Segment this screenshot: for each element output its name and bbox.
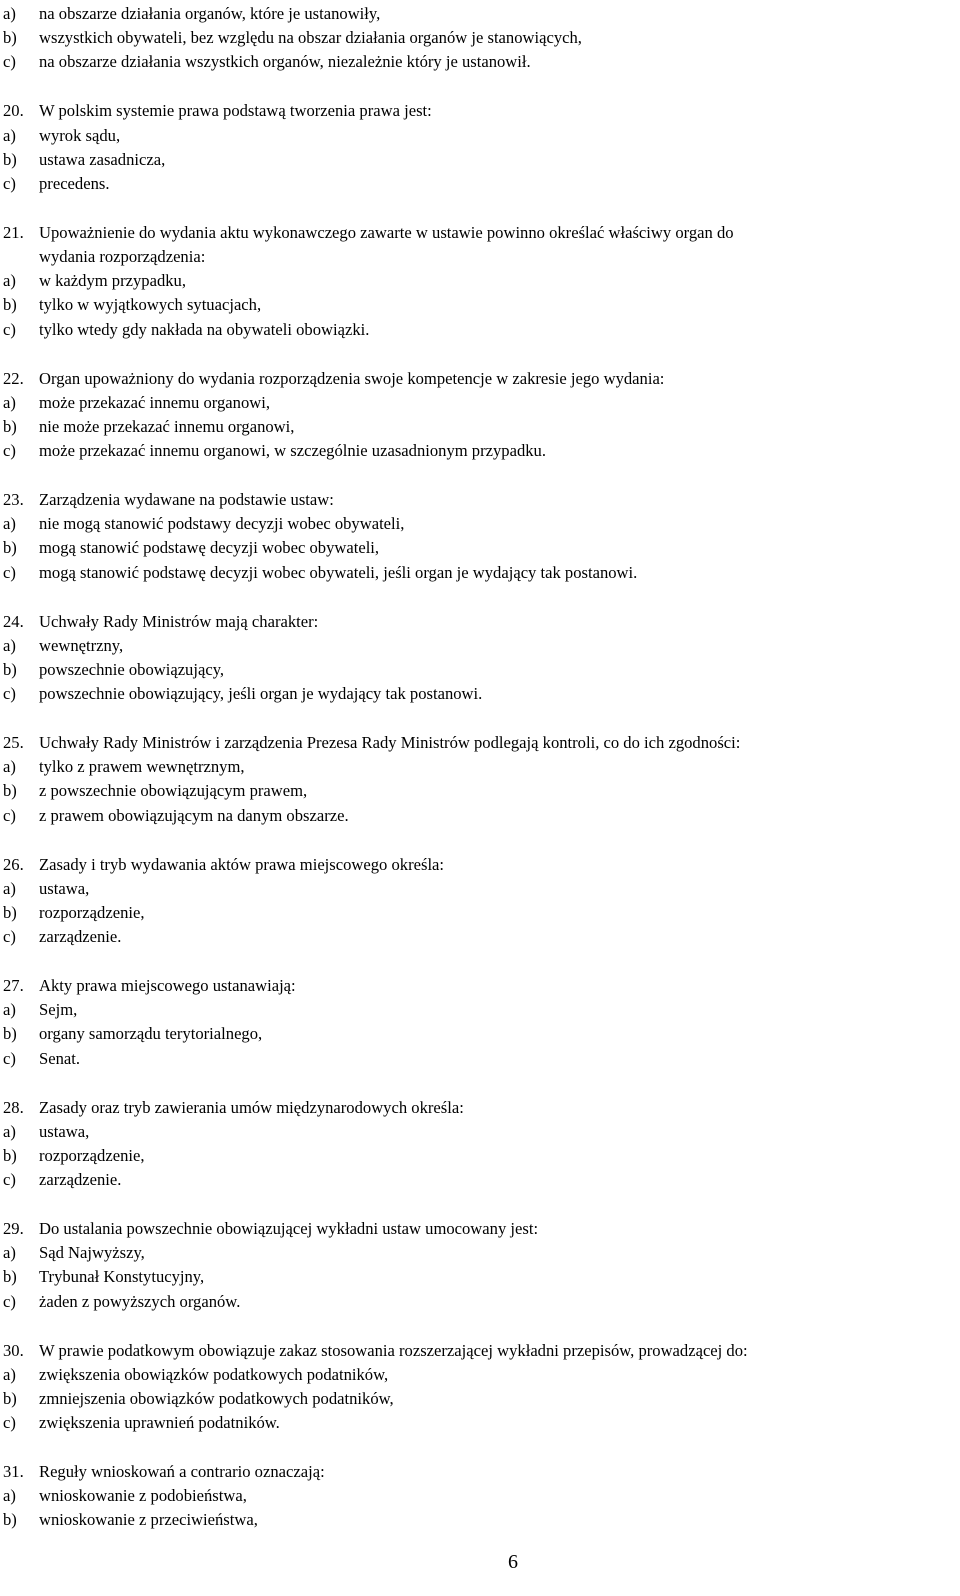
question-line (3, 1096, 953, 1120)
option-text: wyrok sądu, (39, 125, 121, 145)
question-line (3, 99, 953, 123)
question-31 (3, 1460, 953, 1533)
option-line (3, 1411, 953, 1435)
option-label: a) (3, 635, 16, 655)
option-line (3, 561, 953, 585)
option-text: precedens. (39, 173, 110, 193)
option-label: c) (3, 562, 16, 582)
option-text: ustawa, (39, 878, 90, 898)
option-label: a) (3, 757, 16, 777)
option-line (3, 1047, 953, 1071)
option-line (3, 1508, 953, 1532)
question-text: Uchwały Rady Ministrów i zarządzenia Prezesa Rady Ministrów podlegają kontroli, co do ich zgodności: (39, 733, 741, 752)
option-label: b) (3, 538, 17, 558)
option-text: organy samorządu terytorialnego, (39, 1024, 263, 1044)
option-text: zwiększenia uprawnień podatników. (39, 1413, 280, 1433)
question-number: 25. (3, 733, 24, 752)
option-line (3, 998, 953, 1022)
option-label: c) (3, 1170, 16, 1190)
option-text: wnioskowanie z przeciwieństwa, (39, 1510, 258, 1530)
question-line (3, 1339, 953, 1363)
option-line (3, 877, 953, 901)
option-text: mogą stanowić podstawę decyzji wobec obywateli, jeśli organ je wydający tak postanowi. (39, 562, 638, 582)
option-text: wewnętrzny, (39, 635, 124, 655)
option-text: zmniejszenia obowiązków podatkowych podatników, (39, 1388, 394, 1408)
option-text: z prawem obowiązującym na danym obszarze. (39, 805, 349, 825)
question-text: Organ upoważniony do wydania rozporządzenia swoje kompetencje w zakresie jego wydania: (39, 368, 665, 388)
question-number: 21. (3, 222, 24, 242)
option-line (3, 658, 953, 682)
option-text: rozporządzenie, (39, 902, 145, 922)
option-line (3, 634, 953, 658)
option-label: c) (3, 52, 16, 72)
option-line (3, 318, 953, 342)
option-line (3, 779, 953, 803)
option-line (3, 293, 953, 317)
question-number: 28. (3, 1097, 24, 1117)
question-number: 29. (3, 1219, 24, 1238)
question-line (3, 1217, 953, 1241)
option-text: może przekazać innemu organowi, (39, 392, 270, 412)
option-text: tylko wtedy gdy nakłada na obywateli obowiązki. (39, 319, 370, 339)
option-text: nie może przekazać innemu organowi, (39, 416, 295, 436)
question-number: 22. (3, 368, 24, 388)
question-27 (3, 974, 953, 1071)
question-line (3, 731, 953, 755)
option-label: c) (3, 319, 16, 339)
option-line (3, 804, 953, 828)
question-number: 30. (3, 1340, 24, 1360)
option-line (3, 512, 953, 536)
question-text: Zasady oraz tryb zawierania umów międzynarodowych określa: (39, 1097, 464, 1117)
option-line (3, 755, 953, 779)
intro-options (3, 2, 953, 75)
option-label: b) (3, 1388, 17, 1408)
option-label: b) (3, 659, 17, 679)
question-line (3, 221, 953, 245)
option-label: a) (3, 125, 16, 145)
question-line (3, 1460, 953, 1484)
question-text: Upoważnienie do wydania aktu wykonawczego zawarte w ustawie powinno określać właściwy organ do (39, 222, 734, 242)
option-label: a) (3, 1000, 16, 1020)
question-number: 27. (3, 976, 24, 995)
question-text: W polskim systemie prawa podstawą tworzenia prawa jest: (39, 101, 432, 121)
option-line (3, 439, 953, 463)
question-number: 20. (3, 101, 24, 121)
option-text: tylko w wyjątkowych sytuacjach, (39, 295, 262, 315)
question-text: Do ustalania powszechnie obowiązującej wykładni ustaw umocowany jest: (39, 1219, 539, 1238)
question-number: 31. (3, 1462, 24, 1481)
option-text: nie mogą stanowić podstawy decyzji wobec obywateli, (39, 514, 405, 534)
option-text: wnioskowanie z podobieństwa, (39, 1486, 247, 1506)
question-24 (3, 610, 953, 707)
option-line (3, 925, 953, 949)
option-text: ustawa, (39, 1121, 90, 1141)
option-label: a) (3, 1486, 16, 1506)
question-21 (3, 221, 953, 342)
option-text: Sąd Najwyższy, (39, 1243, 145, 1263)
option-text: zwiększenia obowiązków podatkowych podatników, (39, 1364, 389, 1384)
option-text: z powszechnie obowiązującym prawem, (39, 781, 308, 801)
option-text: zarządzenie. (39, 927, 122, 947)
question-number: 23. (3, 490, 24, 509)
option-text: żaden z powyższych organów. (39, 1291, 241, 1311)
option-label: a) (3, 1243, 16, 1263)
question-30 (3, 1339, 953, 1436)
page-number: 6 (508, 1551, 518, 1573)
question-29 (3, 1217, 953, 1314)
option-text: powszechnie obowiązujący, jeśli organ je wydający tak postanowi. (39, 684, 483, 704)
option-label: a) (3, 392, 16, 412)
option-text: Senat. (39, 1048, 81, 1068)
question-list (3, 99, 953, 1532)
option-text: Trybunał Konstytucyjny, (39, 1267, 205, 1287)
question-line (3, 853, 953, 877)
question-line (3, 974, 953, 998)
option-line (3, 1290, 953, 1314)
question-text: W prawie podatkowym obowiązuje zakaz stosowania rozszerzającej wykładni przepisów, prowadzącej do: (39, 1340, 748, 1360)
option-line (3, 148, 953, 172)
option-text: może przekazać innemu organowi, w szczególnie uzasadnionym przypadku. (39, 441, 546, 461)
option-text: wszystkich obywateli, bez względu na obszar działania organów je stanowiących, (39, 28, 582, 48)
question-text: wydania rozporządzenia: (39, 247, 206, 266)
question-number: 26. (3, 854, 24, 874)
question-indent (3, 245, 39, 269)
option-line (3, 1484, 953, 1508)
option-label: c) (3, 684, 16, 704)
option-line (3, 1144, 953, 1168)
option-label: a) (3, 514, 16, 534)
option-line (3, 1387, 953, 1411)
question-26 (3, 853, 953, 950)
question-text: Zarządzenia wydawane na podstawie ustaw: (39, 490, 334, 509)
option-label: b) (3, 1510, 17, 1530)
option-text: na obszarze działania wszystkich organów, niezależnie który je ustanowił. (39, 52, 531, 72)
option-text: na obszarze działania organów, które je ustanowiły, (39, 4, 381, 23)
option-text: w każdym przypadku, (39, 271, 186, 291)
question-22 (3, 367, 953, 464)
question-25 (3, 731, 953, 828)
option-line (3, 1363, 953, 1387)
option-line (3, 1241, 953, 1265)
question-line (3, 367, 953, 391)
option-line (3, 1120, 953, 1144)
option-line (3, 1168, 953, 1192)
option-line (3, 901, 953, 925)
option-label: c) (3, 441, 16, 461)
option-line (3, 1022, 953, 1046)
option-line (3, 2, 953, 26)
option-label: a) (3, 1121, 16, 1141)
question-text: Uchwały Rady Ministrów mają charakter: (39, 611, 319, 631)
option-label: b) (3, 781, 17, 801)
option-label: a) (3, 1364, 16, 1384)
option-label: b) (3, 1267, 17, 1287)
option-text: mogą stanowić podstawę decyzji wobec obywateli, (39, 538, 380, 558)
question-text: Zasady i tryb wydawania aktów prawa miejscowego określa: (39, 854, 445, 874)
option-text: rozporządzenie, (39, 1145, 145, 1165)
question-line (3, 488, 953, 512)
question-line (3, 610, 953, 634)
option-label: b) (3, 28, 17, 48)
question-line-continued (3, 245, 953, 269)
option-label: b) (3, 902, 17, 922)
option-label: c) (3, 1048, 16, 1068)
option-label: b) (3, 416, 17, 436)
option-label: c) (3, 927, 16, 947)
question-text: Reguły wnioskowań a contrario oznaczają: (39, 1462, 325, 1481)
option-line (3, 26, 953, 50)
option-text: Sejm, (39, 1000, 78, 1020)
option-line (3, 50, 953, 74)
option-label: a) (3, 271, 16, 291)
question-number: 24. (3, 611, 24, 631)
option-label: a) (3, 878, 16, 898)
question-text: Akty prawa miejscowego ustanawiają: (39, 976, 296, 995)
option-label: b) (3, 1024, 17, 1044)
document-page (3, 0, 953, 1533)
option-line (3, 415, 953, 439)
option-line (3, 391, 953, 415)
option-line (3, 172, 953, 196)
option-label: b) (3, 149, 17, 169)
option-line (3, 1265, 953, 1289)
option-text: tylko z prawem wewnętrznym, (39, 757, 245, 777)
option-label: c) (3, 1291, 16, 1311)
question-20 (3, 99, 953, 196)
option-label: c) (3, 805, 16, 825)
option-text: powszechnie obowiązujący, (39, 659, 225, 679)
option-text: zarządzenie. (39, 1170, 122, 1190)
option-label: b) (3, 1145, 17, 1165)
option-text: ustawa zasadnicza, (39, 149, 166, 169)
option-line (3, 269, 953, 293)
option-line (3, 682, 953, 706)
option-label: c) (3, 1413, 16, 1433)
option-label: b) (3, 295, 17, 315)
option-label: a) (3, 4, 16, 23)
question-23 (3, 488, 953, 585)
option-line (3, 536, 953, 560)
question-28 (3, 1096, 953, 1193)
option-label: c) (3, 173, 16, 193)
option-line (3, 124, 953, 148)
